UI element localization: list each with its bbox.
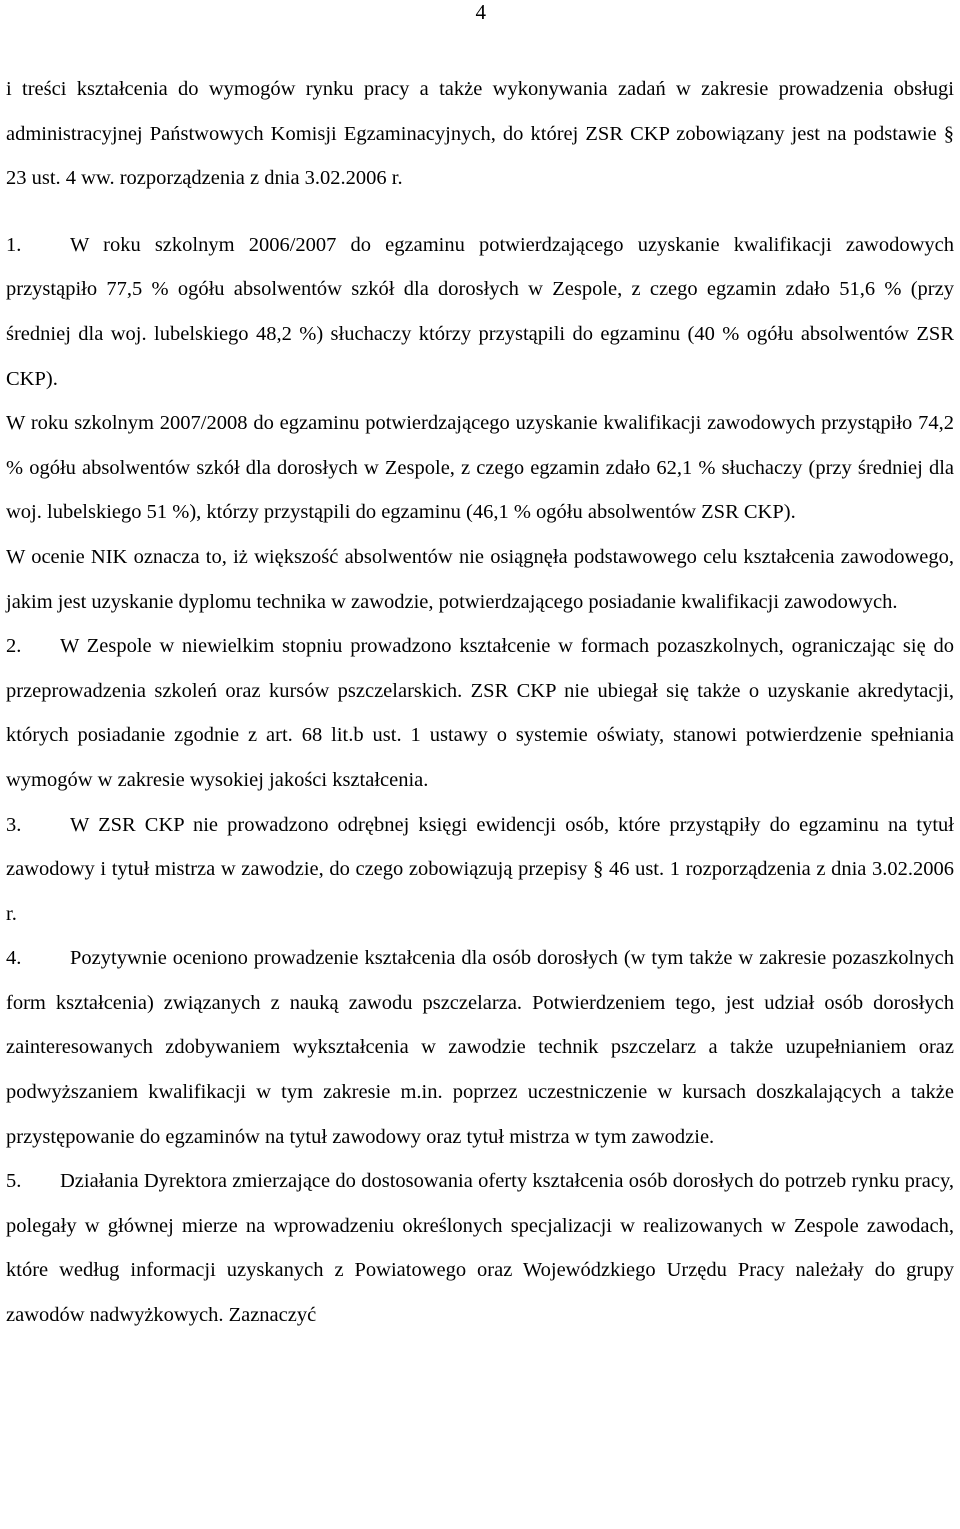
paragraph-3-number: 3.: [6, 813, 22, 836]
paragraph-intro: i treści kształcenia do wymogów rynku pracy a także wykonywania zadań w zakresie prowadzenia obsługi administracyjnej Państwowych Komisji Egzaminacyjnych, do której ZSR CKP zobowiązany jest na podstawie § 23 ust. 4 ww. rozporządzenia z dnia 3.02.2006 r.: [6, 78, 954, 190]
paragraph-2: [6, 624, 954, 802]
paragraph-4-text: Pozytywnie oceniono prowadzenie kształcenia dla osób dorosłych (w tym także w zakresie pozaszkolnych form kształcenia) związanych z nauką zawodu pszczelarza. Potwierdzeniem tego, jest udział osób dorosłych zainteresowanych zdobywaniem wykształcenia w zawodzie technik pszczelarz a także uzupełnianiem oraz podwyższaniem kwalifikacji w tym zakresie m.in. poprzez uczestniczenie w kursach doszkalających a także przystępowanie do egzaminów na tytuł zawodowy oraz tytuł mistrza w tym zawodzie.: [6, 947, 954, 1148]
paragraph-2-number: 2.: [6, 635, 22, 658]
paragraph-5-text: Działania Dyrektora zmierzające do dostosowania oferty kształcenia osób dorosłych do potrzeb rynku pracy, polegały w głównej mierze na wprowadzeniu określonych specjalizacji w realizowanych w Zespole zawodach, które według informacji uzyskanych z Powiatowego oraz Wojewódzkiego Urzędu Pracy należały do grupy zawodów nadwyżkowych. Zaznaczyć: [6, 1170, 954, 1327]
paragraph-gap: [6, 201, 954, 223]
paragraph-5-number: 5.: [6, 1170, 22, 1193]
page-number: 4: [475, 0, 486, 24]
paragraph-5: [6, 1159, 954, 1337]
paragraph-3: [6, 803, 954, 937]
paragraph-1c: W ocenie NIK oznacza to, iż większość absolwentów nie osiągnęła podstawowego celu kształcenia zawodowego, jakim jest uzyskanie dyplomu technika w zawodzie, potwierdzającego posiadanie kwalifikacji zawodowych.: [6, 545, 954, 613]
paragraph-3-text: W ZSR CKP nie prowadzono odrębnej księgi ewidencji osób, które przystąpiły do egzaminu na tytuł zawodowy i tytuł mistrza w zawodzie, do czego zobowiązują przepisy § 46 ust. 1 rozporządzenia z dnia 3.02.2006 r.: [6, 813, 954, 925]
paragraph-1-text: W roku szkolnym 2006/2007 do egzaminu potwierdzającego uzyskanie kwalifikacji zawodowych przystąpiło 77,5 % ogółu absolwentów szkół dla dorosłych w Zespole, z czego egzamin zdało 51,6 % (przy średniej dla woj. lubelskiego 48,2 %) słuchaczy którzy przystąpili do egzaminu (40 % ogółu absolwentów ZSR CKP).: [6, 233, 954, 390]
paragraph-1b: W roku szkolnym 2007/2008 do egzaminu potwierdzającego uzyskanie kwalifikacji zawodowych przystąpiło 74,2 % ogółu absolwentów szkół dla dorosłych w Zespole, z czego egzamin zdało 62,1 % słuchaczy (przy średniej dla woj. lubelskiego 51 %), którzy przystąpili do egzaminu (46,1 % ogółu absolwentów ZSR CKP).: [6, 412, 954, 524]
paragraph-4-number: 4.: [6, 947, 22, 970]
paragraph-1: [6, 223, 954, 401]
paragraph-2-text: W Zespole w niewielkim stopniu prowadzono kształcenie w formach pozaszkolnych, ograniczając się do przeprowadzenia szkoleń oraz kursów pszczelarskich. ZSR CKP nie ubiegał się także o uzyskanie akredytacji, których posiadanie zgodnie z art. 68 lit.b ust. 1 ustawy o systemie oświaty, stanowi potwierdzenie spełniania wymogów w zakresie wysokiej jakości kształcenia.: [6, 635, 954, 791]
document-body: [6, 67, 954, 1338]
paragraph-4: [6, 936, 954, 1159]
paragraph-1-number: 1.: [6, 233, 22, 256]
